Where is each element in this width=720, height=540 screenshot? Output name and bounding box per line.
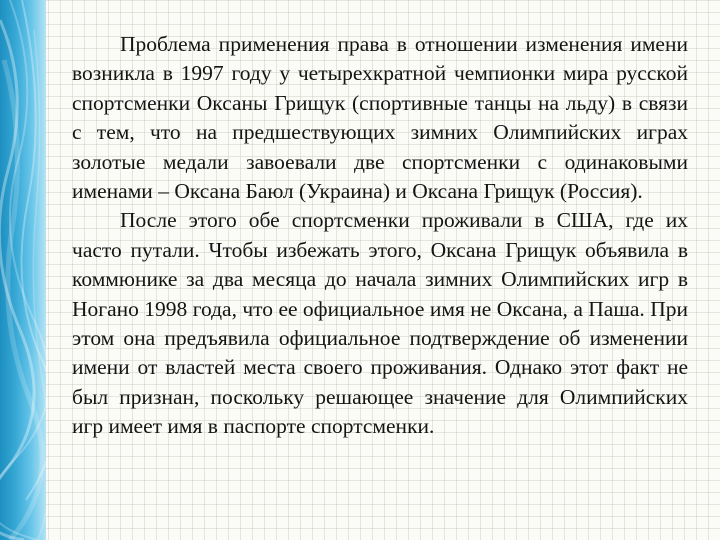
slide-text-body: [72, 30, 688, 442]
wave-pattern-icon: [0, 0, 46, 540]
decorative-side-band: [0, 0, 46, 540]
paragraph-after: После этого обе спортсменки проживали в США, где их часто путали. Чтобы избежать этого, Оксана Грищук объявила в коммюнике за два месяца до начала зимних Олимпийских игр в Ногано 1998 года, что ее официальное имя не Оксана, а Паша. При этом она предъявила официальное подтверждение об изменении имени от властей места своего проживания. Однако этот факт не был признан, поскольку решающее значение для Олимпийских игр имеет имя в паспорте спортсменки.: [72, 208, 688, 439]
paragraph-problem: Проблема применения права в отношении изменения имени возникла в 1997 году у четырехкратной чемпионки мира русской спортсменки Оксаны Грищук (спортивные танцы на льду) в связи с тем, что на предшествующих зимних Олимпийских играх золотые медали завоевали две спортсменки с одинаковыми именами – Оксана Баюл (Украина) и Оксана Грищук (Россия).: [72, 32, 688, 204]
